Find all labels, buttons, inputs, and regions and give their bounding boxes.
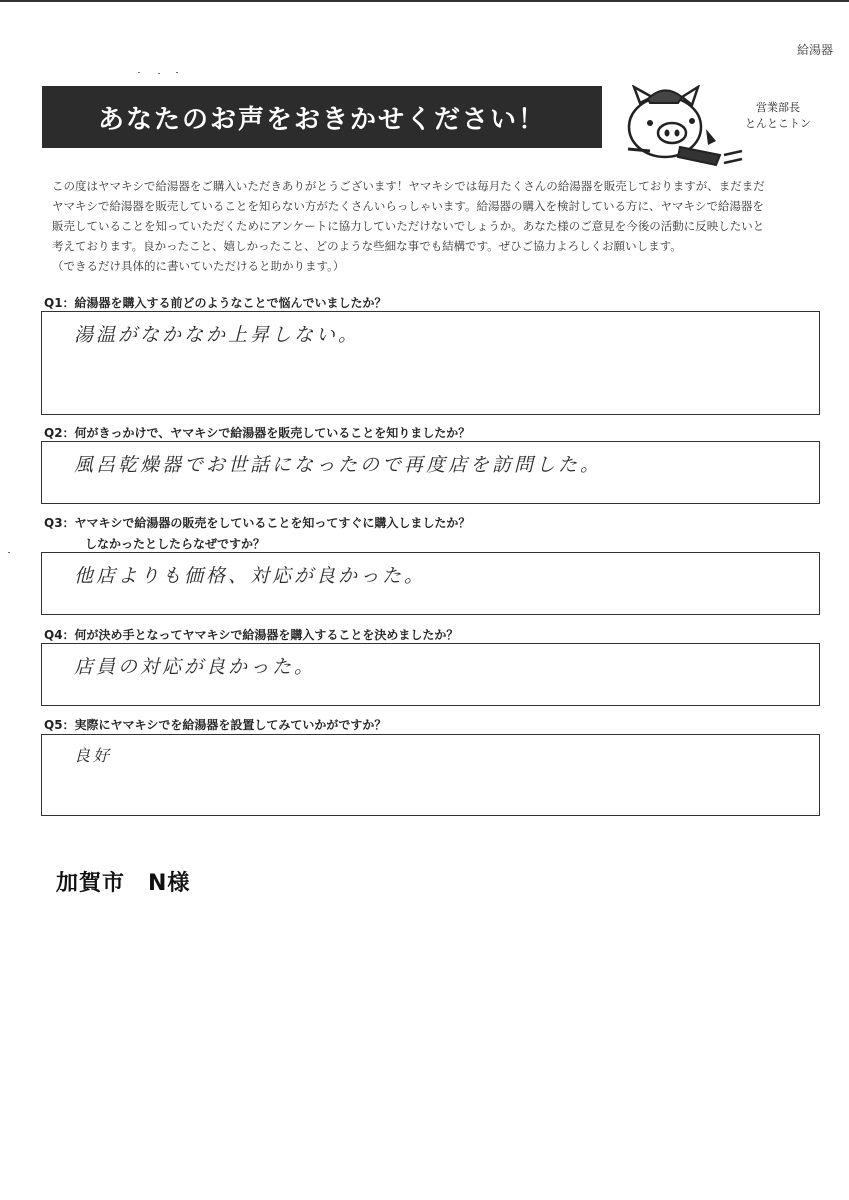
answer-q3-text: 他店よりも価格、対応が良かった。 bbox=[74, 565, 427, 587]
question-4-label: Q4：何が決め手となってヤマキシで給湯器を購入することを決めましたか？ bbox=[44, 628, 459, 642]
scan-speck bbox=[158, 73, 160, 74]
scan-speck bbox=[176, 72, 178, 73]
answer-box-q3 bbox=[41, 552, 820, 615]
answer-q1-text: 湯温がなかなか上昇しない。 bbox=[74, 324, 361, 346]
answer-box-q2 bbox=[41, 441, 820, 504]
answer-q5-text: 良好 bbox=[74, 746, 113, 765]
answer-box-q5 bbox=[41, 734, 820, 816]
customer-signature: 加賀市 N様 bbox=[56, 871, 191, 896]
survey-title-banner bbox=[42, 86, 602, 148]
scan-speck bbox=[138, 72, 140, 73]
category-label: 給湯器 bbox=[796, 43, 833, 57]
pig-mascot-icon bbox=[620, 85, 750, 170]
intro-line: （できるだけ具体的に書いていただけると助かります。） bbox=[52, 259, 345, 273]
intro-line: この度はヤマキシで給湯器をご購入いただきありがとうございます！ヤマキシでは毎月たくさんの給湯器を販売しておりますが、まだまだ bbox=[52, 179, 765, 193]
speaker-caption bbox=[745, 100, 811, 132]
intro-text bbox=[52, 176, 820, 276]
question-1-label: Q1：給湯器を購入する前どのようなことで悩んでいましたか？ bbox=[44, 296, 387, 310]
scan-speck bbox=[8, 552, 10, 553]
answer-box-q1 bbox=[41, 311, 820, 415]
speaker-title: 営業部長 bbox=[756, 101, 800, 114]
answer-q4-text: 店員の対応が良かった。 bbox=[74, 656, 317, 678]
answer-q2-text: 風呂乾燥器でお世話になったので再度店を訪問した。 bbox=[74, 454, 603, 476]
question-3-sublabel: しなかったとしたらなぜですか？ bbox=[85, 537, 266, 551]
answer-box-q4 bbox=[41, 643, 820, 706]
question-2-label: Q2：何がきっかけで、ヤマキシで給湯器を販売していることを知りましたか？ bbox=[44, 426, 471, 440]
question-5-label: Q5：実際にヤマキシでを給湯器を設置してみていかがですか？ bbox=[44, 718, 387, 732]
page-top-edge bbox=[0, 0, 849, 2]
intro-line: 考えております。良かったこと、嬉しかったこと、どのような些細な事でも結構です。ぜひご協力よろしくお願いします。 bbox=[52, 239, 682, 253]
speaker-name: とんとこトン bbox=[745, 117, 811, 130]
intro-line: 販売していることを知っていただくためにアンケートに協力していただけないでしょうか。あなた様のご意見を今後の活動に反映したいと bbox=[52, 219, 765, 233]
intro-line: ヤマキシで給湯器を販売していることを知らない方がたくさんいらっしゃいます。給湯器の購入を検討している方に、ヤマキシで給湯器を bbox=[52, 199, 764, 213]
survey-title: あなたのお声をおきかせください！ bbox=[97, 104, 546, 135]
question-3-label: Q3：ヤマキシで給湯器の販売をしていることを知ってすぐに購入しましたか？ bbox=[44, 516, 471, 530]
